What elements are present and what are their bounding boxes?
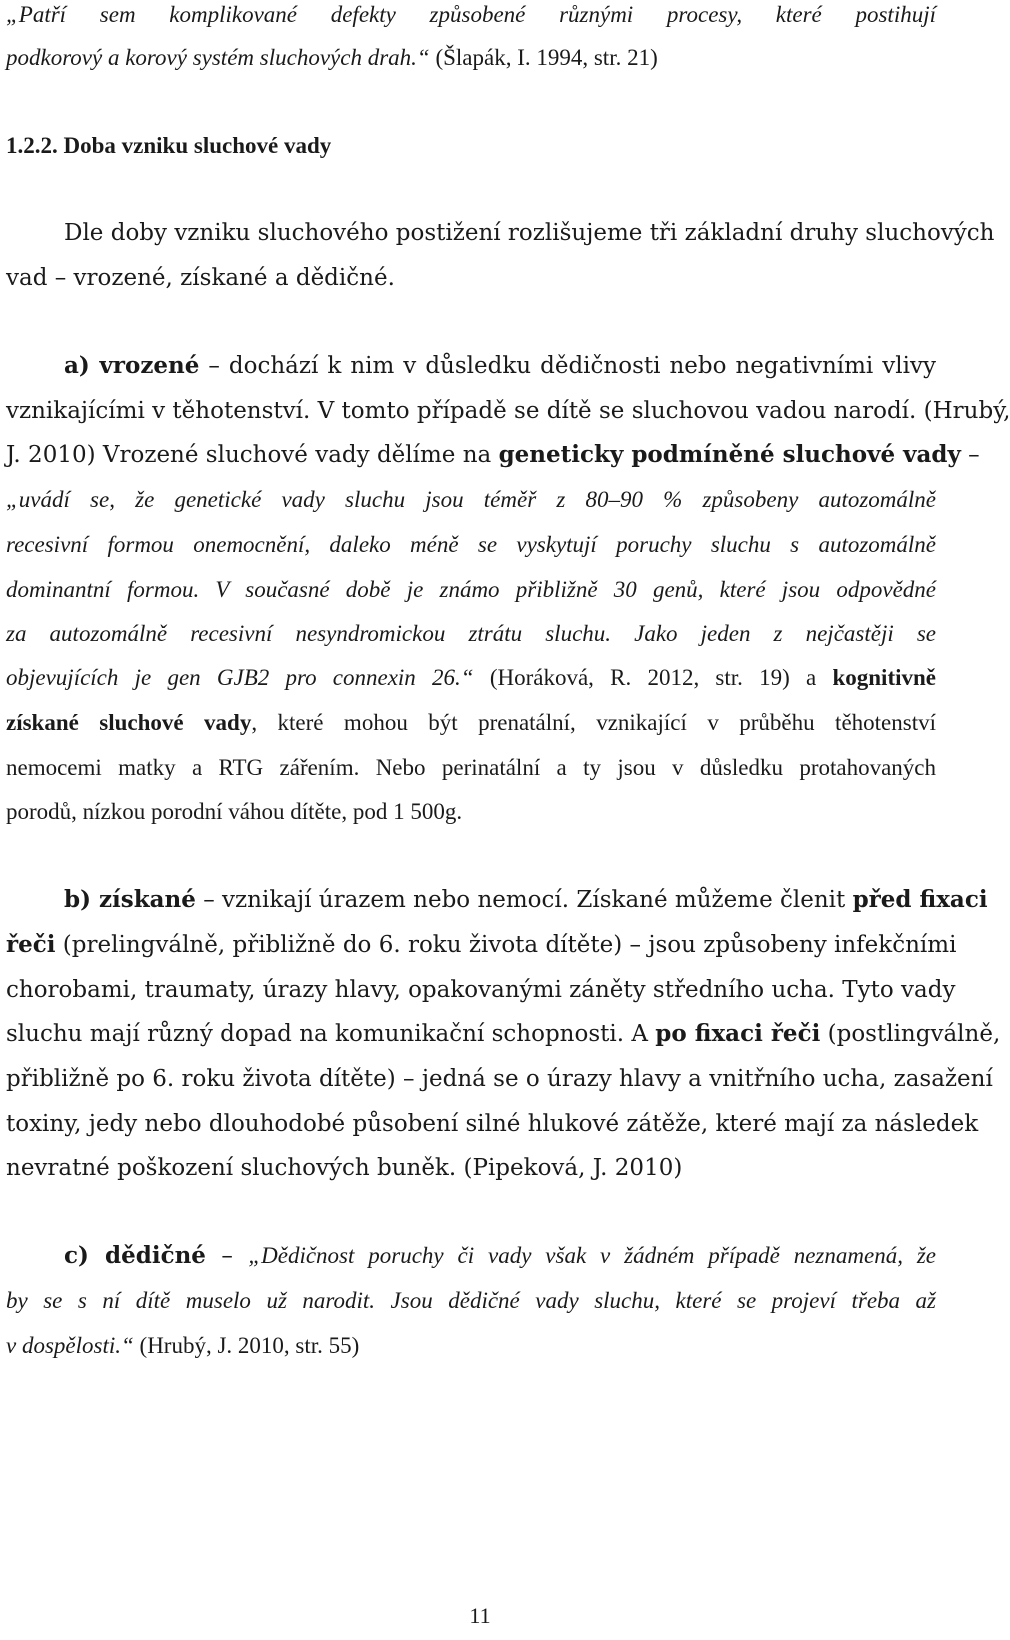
b-line-1: b) získané – vznikají úrazem nebo nemocí. Získané můžeme členit před fixaci (64, 886, 988, 913)
a-line-10: nemocemi matky a RTG zářením. Nebo perinatální a ty jsou v důsledku protahovaných (6, 755, 936, 780)
page-number: 11 (469, 1603, 491, 1628)
intro-line-2: vad – vrozené, získané a dědičné. (6, 265, 395, 291)
c-line-3: v dospělosti.“ (Hrubý, J. 2010, str. 55) (6, 1333, 360, 1358)
a-line-8: objevujících je gen GJB2 pro connexin 26.“ (Horáková, R. 2012, str. 19) a kognitivně (6, 665, 936, 690)
quote-line-2: podkorový a korový systém sluchových drah.“ (Šlapák, I. 1994, str. 21) (6, 45, 658, 70)
b-line-6: toxiny, jedy nebo dlouhodobé působení silné hlukové zátěže, které mají za následek (6, 1111, 979, 1137)
b-line-3: chorobami, traumaty, úrazy hlavy, opakovanými záněty středního ucha. Tyto vady (6, 977, 956, 1003)
a-line-3: J. 2010) Vrozené sluchové vady dělíme na geneticky podmíněné sluchové vady – (6, 441, 980, 468)
b-line-7: nevratné poškození sluchových buněk. (Pipeková, J. 2010) (6, 1155, 683, 1181)
intro-line-1: Dle doby vzniku sluchového postižení rozlišujeme tři základní druhy sluchových (64, 220, 995, 246)
section-title: Doba vzniku sluchové vady (63, 133, 332, 158)
quote-line-1: „Patří sem komplikované defekty způsobené různými procesy, které postihují (6, 2, 936, 27)
a-line-6: dominantní formou. V současné době je známo přibližně 30 genů, které jsou odpovědné (6, 577, 936, 602)
a-line-9: získané sluchové vady, které mohou být prenatální, vznikající v průběhu těhotenství (6, 710, 936, 735)
c-line-1: c) dědičné – „Dědičnost poruchy či vady však v žádném případě neznamená, že (64, 1242, 936, 1269)
b-line-2: řeči (prelingválně, přibližně do 6. roku života dítěte) – jsou způsobeny infekčními (6, 931, 957, 958)
c-line-2: by se s ní dítě muselo už narodit. Jsou dědičné vady sluchu, které se projeví třeba až (6, 1288, 936, 1313)
section-number: 1.2.2. (6, 133, 58, 158)
a-line-2: vznikajícími v těhotenství. V tomto případě se dítě se sluchovou vadou narodí. (Hrubý, (6, 398, 1010, 424)
b-line-4: sluchu mají různý dopad na komunikační schopnosti. A po fixaci řeči (postlingválně, (6, 1020, 1001, 1047)
a-line-5: recesivní formou onemocnění, daleko méně se vyskytují poruchy sluchu s autozomálně (6, 532, 936, 557)
a-genetic-bold: geneticky podmíněné sluchové vady (498, 441, 961, 468)
a-label: a) vrozené (64, 352, 200, 379)
a-line-7: za autozomálně recesivní nesyndromickou ztrátu sluchu. Jako jeden z nejčastěji se (6, 621, 936, 646)
a-line-11: porodů, nízkou porodní váhou dítěte, pod 1 500g. (6, 799, 463, 824)
a-line-4: „uvádí se, že genetické vady sluchu jsou téměř z 80–90 % způsobeny autozomálně (6, 487, 936, 512)
a-line-1: a) vrozené – dochází k nim v důsledku dědičnosti nebo negativními vlivy (64, 352, 936, 379)
b-line-5: přibližně po 6. roku života dítěte) – jedná se o úrazy hlavy a vnitřního ucha, zasažení (6, 1066, 993, 1092)
c-label: c) dědičné (64, 1242, 206, 1269)
section-heading (6, 131, 936, 161)
b-label: b) získané (64, 886, 196, 913)
